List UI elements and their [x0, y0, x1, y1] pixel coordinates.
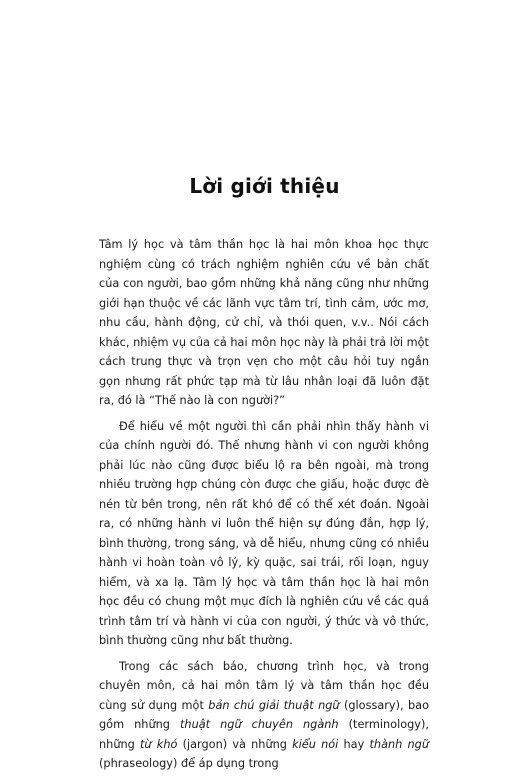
- text-segment: (phraseology) để áp dụng trong: [99, 757, 279, 770]
- paragraph-2: [99, 417, 429, 651]
- body-text: [99, 235, 429, 780]
- text-segment: (glossary), bao gồm những: [99, 698, 429, 731]
- text-segment: Trong các sách báo, chương trình học, và trong chuyên môn, cả hai môn tâm lý và tâm thần học đều cùng sử dụng một: [99, 659, 429, 712]
- italic-term: bản chú giải thuật ngữ: [208, 698, 340, 712]
- italic-term: thành ngữ: [369, 737, 429, 751]
- paragraph-2-text: Để hiểu về một người thì cần phải nhìn thấy hành vi của chính người đó. Thế nhưng hành vi con người không phải lúc nào cũng được biểu lộ ra bên ngoài, mà trong nhiều trường hợp chúng còn được che giấu, hoặc được đè nén từ bên trong, nên rất khó để có thể xét đoán. Ngoài ra, có những hành vi luôn thể hiện sự đúng đắn, hợp lý, bình thường, trong sáng, và dễ hiểu, nhưng cũng có nhiều hành vi hoàn toàn vô lý, kỳ quặc, sai trái, rối loạn, nguy hiểm, và xa lạ. Tâm lý học và tâm thần học là hai môn học đều có chung một mục đích là nghiên cứu về các quá trình tâm trí và hành vi của con người, ý thức và vô thức, bình thường cũng như bất thường.: [99, 419, 429, 647]
- text-segment: (jargon) và những: [177, 737, 293, 751]
- text-segment: hay: [338, 737, 370, 751]
- italic-term: từ khó: [140, 737, 178, 751]
- chapter-title: Lời giới thiệu: [189, 174, 340, 198]
- italic-term: thuật ngữ chuyên ngành: [179, 718, 339, 731]
- paragraph-1: [99, 235, 429, 411]
- paragraph-1-text: Tâm lý học và tâm thần học là hai môn khoa học thực nghiệm cùng có trách nghiệm nghiên cứu về bản chất của con người, bao gồm những khả năng cũng như những giới hạn thuộc về các lãnh vực tâm trí, tình cảm, ước mơ, nhu cầu, hành động, cử chỉ, và thói quen, v.v.. Nói cách khác, nhiệm vụ của cả hai môn học này là phải trả lời một cách trung thực và trọn vẹn cho một câu hỏi tuy ngắn gọn nhưng rất phức tạp mà từ lâu nhân loại đã luôn đặt ra, đó là “Thế nào là con người?”: [99, 238, 429, 407]
- text-segment: (terminology), những: [99, 718, 429, 751]
- italic-term: kiểu nói: [292, 737, 339, 751]
